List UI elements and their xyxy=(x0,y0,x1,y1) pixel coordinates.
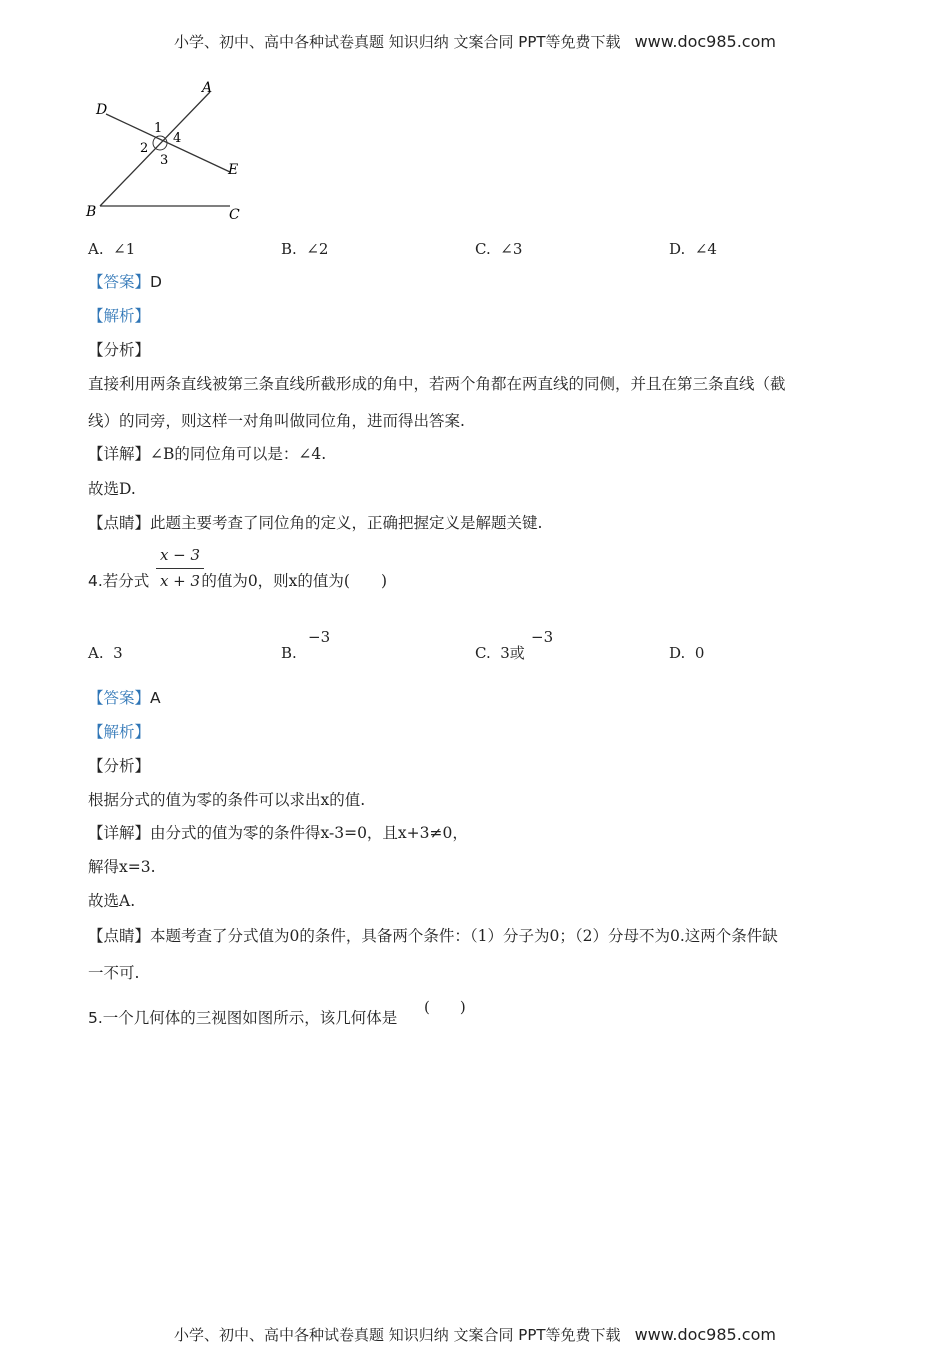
q4-option-a: A. 3 xyxy=(88,644,123,662)
q3-option-c: C. ∠3 xyxy=(475,240,523,258)
q4-answer: 【答案】A xyxy=(88,689,161,707)
q4-fenxi-tag: 【分析】 xyxy=(88,757,151,775)
q3-comment: 【点睛】此题主要考查了同位角的定义，正确把握定义是解题关键. xyxy=(88,514,543,532)
q4-stem: 4.若分式 的值为0，则x的值为( ) xyxy=(88,572,388,590)
q5-paren: ( ) xyxy=(424,998,466,1016)
q4-detail: 【详解】由分式的值为零的条件得x-3=0，且x+3≠0， xyxy=(88,824,468,842)
q4-choose: 故选A. xyxy=(88,892,136,910)
q4-option-b-value: −3 xyxy=(308,628,331,646)
q3-option-d: D. ∠4 xyxy=(669,240,717,258)
fraction-numerator: x − 3 xyxy=(159,546,201,564)
footer-text: 小学、初中、高中各种试卷真题 知识归纳 文案合同 PPT等免费下载 xyxy=(174,1326,621,1344)
q4-option-c: C. 3或 xyxy=(475,644,525,662)
q4-option-d: D. 0 xyxy=(669,644,705,662)
q4-comment-line2: 一不可. xyxy=(88,964,140,982)
fraction-denominator: x + 3 xyxy=(159,572,201,590)
label-D: D xyxy=(96,102,108,118)
label-2: 2 xyxy=(140,141,149,156)
angle-figure xyxy=(80,76,260,226)
page-footer xyxy=(0,1324,950,1345)
label-1: 1 xyxy=(154,121,163,136)
footer-site: www.doc985.com xyxy=(634,1325,776,1344)
label-C: C xyxy=(229,207,240,223)
q4-option-b: B. xyxy=(281,644,297,662)
q3-option-a: A. ∠1 xyxy=(88,240,136,258)
label-E: E xyxy=(228,162,239,178)
header-text: 小学、初中、高中各种试卷真题 知识归纳 文案合同 PPT等免费下载 xyxy=(174,33,621,51)
q4-fenxi: 根据分式的值为零的条件可以求出x的值. xyxy=(88,791,366,809)
label-4: 4 xyxy=(173,131,182,146)
header-site: www.doc985.com xyxy=(634,32,776,51)
q3-fenxi-tag: 【分析】 xyxy=(88,341,151,359)
q3-detail: 【详解】∠B的同位角可以是：∠4. xyxy=(88,445,327,463)
q3-option-b: B. ∠2 xyxy=(281,240,329,258)
q4-analysis-tag: 【解析】 xyxy=(88,723,151,741)
q3-answer: 【答案】D xyxy=(88,273,162,291)
q5-stem: 5.一个几何体的三视图如图所示，该几何体是 xyxy=(88,1009,398,1027)
q4-option-c-value: −3 xyxy=(531,628,554,646)
q3-analysis-tag: 【解析】 xyxy=(88,307,151,325)
label-3: 3 xyxy=(160,153,169,168)
page-header xyxy=(0,31,950,52)
label-B: B xyxy=(86,204,97,220)
q4-comment-line1: 【点睛】本题考查了分式值为0的条件，具备两个条件：（1）分子为0；（2）分母不为0.这两个条件缺 xyxy=(88,927,778,945)
q4-solve: 解得x=3. xyxy=(88,858,156,876)
q3-choose: 故选D. xyxy=(88,480,136,498)
label-A: A xyxy=(202,80,213,96)
q3-fenxi-line2: 线）的同旁，则这样一对角叫做同位角，进而得出答案. xyxy=(88,412,465,430)
fraction-bar xyxy=(156,568,204,569)
q3-fenxi-line1: 直接利用两条直线被第三条直线所截形成的角中，若两个角都在两直线的同侧，并且在第三条直线（截 xyxy=(88,375,786,393)
